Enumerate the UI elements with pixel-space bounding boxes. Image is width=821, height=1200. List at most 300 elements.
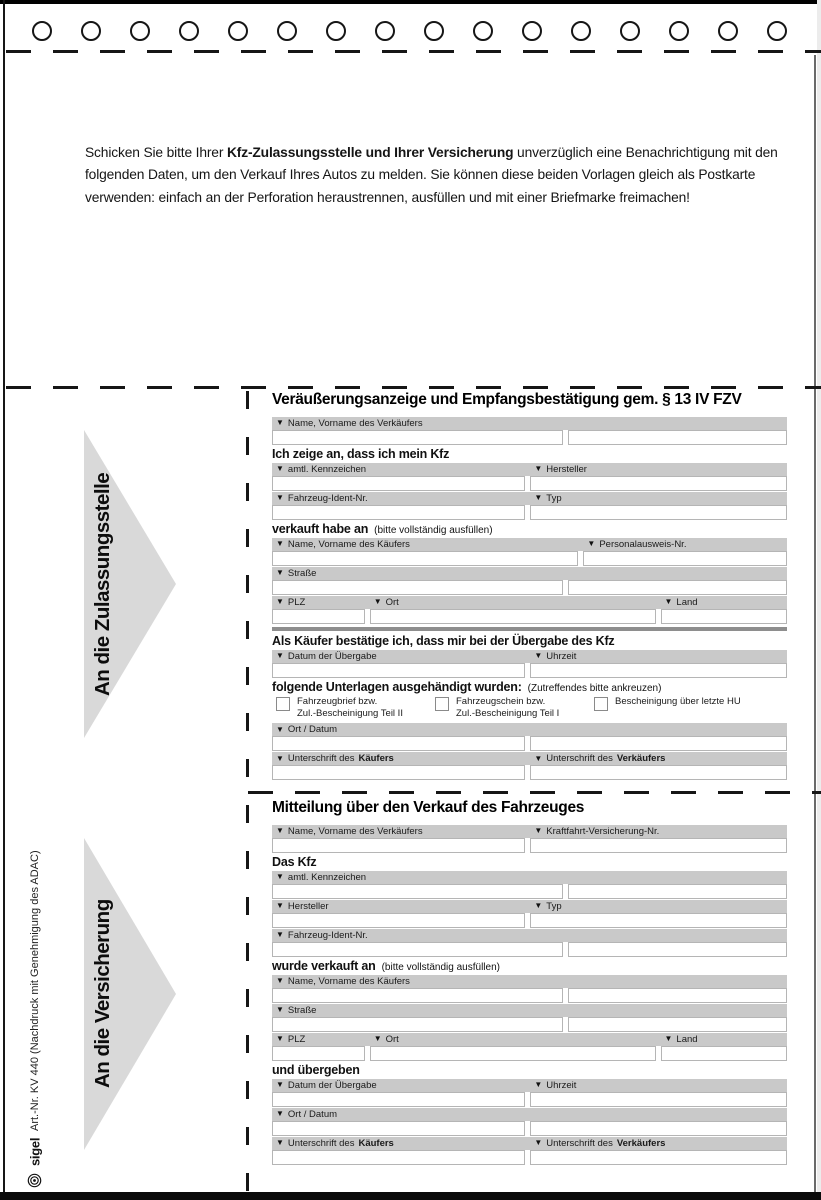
field-label bbox=[530, 1079, 787, 1092]
input-typ[interactable] bbox=[530, 913, 787, 928]
field-label-text: Unterschrift des bbox=[287, 753, 355, 765]
section-divider bbox=[272, 627, 787, 631]
field-label-text: Kraftfahrt-Versicherung-Nr. bbox=[546, 825, 660, 837]
field-cell bbox=[272, 825, 525, 853]
field-label bbox=[530, 1108, 787, 1121]
field-marker-icon: ▼ bbox=[373, 1034, 382, 1044]
arrow-label-versicherung: An die Versicherung bbox=[91, 899, 114, 1089]
field-label-text: PLZ bbox=[287, 596, 306, 608]
input-name-vorname-des-verk-ufers[interactable] bbox=[272, 430, 563, 445]
checkbox-label bbox=[297, 696, 403, 721]
section-heading-note: (Zutreffendes bitte ankreuzen) bbox=[527, 682, 662, 694]
field-marker-icon: ▼ bbox=[534, 1138, 543, 1148]
field-label-text: Name, Vorname des Verkäufers bbox=[287, 417, 423, 429]
field-marker-icon: ▼ bbox=[534, 901, 543, 911]
field-cell bbox=[530, 1079, 787, 1107]
field-cell bbox=[530, 492, 787, 520]
field-label-text: Datum der Übergabe bbox=[287, 650, 377, 662]
punch-hole bbox=[326, 21, 346, 41]
field-cell bbox=[568, 1004, 787, 1032]
input-name-vorname-des-k-ufers[interactable] bbox=[272, 988, 563, 1003]
field-label-text: Typ bbox=[546, 492, 562, 504]
punch-hole bbox=[130, 21, 150, 41]
field-row-datum-der-bergabe bbox=[272, 1079, 787, 1107]
field-label bbox=[530, 463, 787, 476]
field-marker-icon: ▼ bbox=[276, 418, 284, 428]
field-label bbox=[568, 871, 787, 884]
field-label bbox=[568, 929, 787, 942]
intro-text: Schicken Sie bitte Ihrer bbox=[85, 145, 227, 160]
field-marker-icon: ▼ bbox=[534, 753, 543, 763]
field-label bbox=[661, 596, 788, 609]
field-marker-icon: ▼ bbox=[276, 651, 284, 661]
field-cells bbox=[272, 752, 787, 780]
punch-hole bbox=[473, 21, 493, 41]
field-cell bbox=[272, 900, 525, 928]
field-label bbox=[583, 538, 787, 551]
field-cell bbox=[661, 596, 788, 624]
field-marker-icon: ▼ bbox=[276, 464, 284, 474]
field-marker-icon: ▼ bbox=[534, 826, 543, 836]
perforation-line-lower bbox=[248, 791, 821, 794]
field-label bbox=[530, 492, 787, 505]
field-label-text: Unterschrift des bbox=[546, 1137, 613, 1149]
field-label-text: Name, Vorname des Käufers bbox=[287, 975, 410, 987]
field-cell bbox=[272, 567, 563, 595]
field-label bbox=[272, 1033, 365, 1046]
input-hersteller[interactable] bbox=[530, 476, 787, 491]
field-marker-icon: ▼ bbox=[664, 1034, 673, 1044]
field-label-text-bold: Verkäufers bbox=[616, 753, 666, 765]
field-label bbox=[272, 417, 563, 430]
field-label bbox=[272, 1137, 525, 1150]
field-cells bbox=[272, 596, 787, 624]
input-name-vorname-des-k-ufers[interactable] bbox=[272, 551, 578, 566]
field-label-text: Name, Vorname des Verkäufers bbox=[287, 825, 423, 837]
field-cell bbox=[568, 871, 787, 899]
field-cells bbox=[272, 1004, 787, 1032]
field-marker-icon: ▼ bbox=[276, 1034, 284, 1044]
section-heading-note: (bitte vollständig ausfüllen) bbox=[374, 524, 493, 536]
punch-hole bbox=[767, 21, 787, 41]
input-hersteller[interactable] bbox=[272, 913, 525, 928]
section-heading-text: Als Käufer bestätige ich, dass mir bei der Übergabe des Kfz bbox=[272, 633, 615, 648]
checkbox-label bbox=[456, 696, 559, 721]
field-label-text: Fahrzeug-Ident-Nr. bbox=[287, 492, 368, 504]
intro-text: unverzüglich eine Benachrichtigung mit den folgenden Daten, um den Verkauf Ihres Autos zu melden. Sie können diese beiden Vorlagen gleich als Postkarte verwenden: einfach an der Perforation heraustrennen, ausfüllen und mit einer Briefmarke freimachen! bbox=[85, 145, 778, 205]
field-cells bbox=[272, 567, 787, 595]
punch-hole bbox=[81, 21, 101, 41]
perforation-line-middle bbox=[6, 386, 821, 389]
input-blank[interactable] bbox=[568, 884, 787, 899]
field-row-unterschrift-des bbox=[272, 752, 787, 780]
field-cells bbox=[272, 825, 787, 853]
input-ort-datum[interactable] bbox=[272, 1121, 525, 1136]
field-cells bbox=[272, 1033, 787, 1061]
field-row-fahrzeug-ident-nr bbox=[272, 492, 787, 520]
field-row-stra-e bbox=[272, 567, 787, 595]
punch-hole bbox=[228, 21, 248, 41]
input-kraftfahrt-versicherung-nr[interactable] bbox=[530, 838, 787, 853]
section-heading-text: Ich zeige an, dass ich mein Kfz bbox=[272, 446, 450, 461]
field-cells bbox=[272, 900, 787, 928]
input-unterschrift-des[interactable] bbox=[272, 1150, 525, 1165]
field-marker-icon: ▼ bbox=[534, 464, 543, 474]
section-heading bbox=[272, 522, 787, 537]
field-label bbox=[272, 1079, 525, 1092]
punch-hole bbox=[424, 21, 444, 41]
field-cell bbox=[272, 650, 525, 678]
input-unterschrift-des[interactable] bbox=[530, 1150, 787, 1165]
field-label bbox=[370, 596, 656, 609]
punch-hole bbox=[571, 21, 591, 41]
field-cell bbox=[272, 871, 563, 899]
input-uhrzeit[interactable] bbox=[530, 663, 787, 678]
field-cell bbox=[661, 1033, 788, 1061]
field-cells bbox=[272, 929, 787, 957]
field-label bbox=[272, 492, 525, 505]
field-cell bbox=[568, 567, 787, 595]
field-cells bbox=[272, 492, 787, 520]
card-title: Veräußerungsanzeige und Empfangsbestätigung gem. § 13 IV FZV bbox=[272, 391, 742, 408]
field-label bbox=[272, 975, 563, 988]
field-label bbox=[272, 929, 563, 942]
field-row-name-vorname-des-k-ufers bbox=[272, 538, 787, 566]
field-label bbox=[568, 417, 787, 430]
field-marker-icon: ▼ bbox=[373, 597, 382, 607]
page-right-edge bbox=[817, 0, 821, 1200]
section-heading bbox=[272, 634, 787, 649]
field-label bbox=[568, 567, 787, 580]
checkbox[interactable] bbox=[276, 697, 290, 711]
field-label-text: Land bbox=[676, 596, 698, 608]
field-cells bbox=[272, 463, 787, 491]
field-row-hersteller bbox=[272, 900, 787, 928]
page-right-border bbox=[814, 55, 816, 1192]
field-label-text: amtl. Kennzeichen bbox=[287, 871, 367, 883]
field-cell bbox=[272, 492, 525, 520]
field-row-fahrzeug-ident-nr bbox=[272, 929, 787, 957]
punch-hole bbox=[522, 21, 542, 41]
field-cells bbox=[272, 538, 787, 566]
intro-paragraph bbox=[85, 142, 793, 209]
arrow-versicherung bbox=[84, 838, 176, 1150]
field-cell bbox=[583, 538, 787, 566]
section-heading-note: (bitte vollständig ausfüllen) bbox=[381, 961, 500, 973]
field-cell bbox=[272, 1108, 525, 1136]
input-stra-e[interactable] bbox=[272, 580, 563, 595]
field-label bbox=[272, 900, 525, 913]
input-unterschrift-des[interactable] bbox=[530, 765, 787, 780]
field-label-text-bold: Käufers bbox=[358, 753, 394, 765]
checkbox-label-line: Fahrzeugbrief bzw. bbox=[297, 695, 378, 707]
section-heading bbox=[272, 680, 787, 695]
field-marker-icon: ▼ bbox=[587, 539, 596, 549]
field-label bbox=[530, 650, 787, 663]
section-heading bbox=[272, 959, 787, 974]
side-footer bbox=[24, 826, 46, 1188]
checkbox-label-line: Zul.-Bescheinigung Teil II bbox=[297, 707, 403, 719]
field-marker-icon: ▼ bbox=[276, 930, 284, 940]
checkbox-label bbox=[615, 696, 741, 721]
field-label-text-bold: Verkäufers bbox=[616, 1137, 666, 1149]
field-label bbox=[272, 463, 525, 476]
field-cell bbox=[272, 975, 563, 1003]
input-blank[interactable] bbox=[568, 430, 787, 445]
input-name-vorname-des-verk-ufers[interactable] bbox=[272, 838, 525, 853]
field-marker-icon: ▼ bbox=[276, 539, 284, 549]
field-row-datum-der-bergabe bbox=[272, 650, 787, 678]
field-label bbox=[530, 723, 787, 736]
input-stra-e[interactable] bbox=[272, 1017, 563, 1032]
intro-text-bold: Kfz-Zulassungsstelle und Ihrer Versicherung bbox=[226, 145, 514, 160]
field-label bbox=[370, 1033, 656, 1046]
field-cell bbox=[272, 596, 365, 624]
field-cell bbox=[370, 1033, 656, 1061]
section-heading-text: folgende Unterlagen ausgehändigt wurden: bbox=[272, 679, 522, 694]
input-personalausweis-nr[interactable] bbox=[583, 551, 787, 566]
field-cell bbox=[530, 900, 787, 928]
zulassungsstelle-card bbox=[272, 391, 787, 781]
field-cell bbox=[568, 417, 787, 445]
punch-hole bbox=[620, 21, 640, 41]
field-row-plz bbox=[272, 1033, 787, 1061]
field-label bbox=[272, 825, 525, 838]
field-cell bbox=[530, 723, 787, 751]
field-label-text: Datum der Übergabe bbox=[287, 1079, 377, 1091]
input-ort[interactable] bbox=[370, 1046, 656, 1061]
input-datum-der-bergabe[interactable] bbox=[272, 1092, 525, 1107]
field-label bbox=[530, 825, 787, 838]
arrow-zulassungsstelle bbox=[84, 430, 176, 738]
field-row-ort-datum bbox=[272, 1108, 787, 1136]
field-cell bbox=[272, 463, 525, 491]
field-marker-icon: ▼ bbox=[276, 1138, 284, 1148]
field-row-unterschrift-des bbox=[272, 1137, 787, 1165]
input-typ[interactable] bbox=[530, 505, 787, 520]
field-label-text: Land bbox=[676, 1033, 698, 1045]
field-cell bbox=[530, 752, 787, 780]
field-label bbox=[530, 752, 787, 765]
checkbox-item-fahrzeugschein-bzw bbox=[435, 696, 594, 721]
checkbox-item-fahrzeugbrief-bzw bbox=[276, 696, 435, 721]
field-row-name-vorname-des-verk-ufers bbox=[272, 825, 787, 853]
field-label-text: PLZ bbox=[287, 1033, 306, 1045]
perforation-line-vertical bbox=[246, 391, 249, 1192]
field-label bbox=[530, 1137, 787, 1150]
card-title: Mitteilung über den Verkauf des Fahrzeuges bbox=[272, 799, 585, 816]
field-cell bbox=[272, 538, 578, 566]
field-label-text: Typ bbox=[546, 900, 562, 912]
field-label bbox=[272, 596, 365, 609]
section-heading-text: und übergeben bbox=[272, 1062, 360, 1077]
section-heading-text: verkauft habe an bbox=[272, 521, 369, 536]
input-unterschrift-des[interactable] bbox=[272, 765, 525, 780]
field-marker-icon: ▼ bbox=[276, 872, 284, 882]
field-marker-icon: ▼ bbox=[276, 753, 284, 763]
checkbox-label-line: Bescheinigung über letzte HU bbox=[615, 695, 741, 707]
punch-hole bbox=[669, 21, 689, 41]
input-ort-datum[interactable] bbox=[272, 736, 525, 751]
field-cell bbox=[530, 650, 787, 678]
field-label-text-bold: Käufers bbox=[358, 1137, 394, 1149]
input-blank[interactable] bbox=[568, 1017, 787, 1032]
article-number-text: Art.-Nr. KV 440 (Nachdruck mit Genehmigung des ADAC) bbox=[29, 850, 41, 1131]
field-label-text: Ort / Datum bbox=[287, 724, 338, 736]
arrow-label-zulassungsstelle: An die Zulassungsstelle bbox=[91, 472, 114, 696]
brand-name: sigel bbox=[27, 1137, 43, 1166]
checkbox-label-line: Fahrzeugschein bzw. bbox=[456, 695, 546, 707]
field-cell bbox=[272, 929, 563, 957]
checkbox-label-line: Zul.-Bescheinigung Teil I bbox=[456, 707, 560, 719]
field-row-ort-datum bbox=[272, 723, 787, 751]
field-marker-icon: ▼ bbox=[534, 1080, 543, 1090]
field-marker-icon: ▼ bbox=[276, 901, 284, 911]
field-cells bbox=[272, 417, 787, 445]
punch-hole bbox=[375, 21, 395, 41]
field-marker-icon: ▼ bbox=[276, 493, 284, 503]
field-marker-icon: ▼ bbox=[664, 597, 673, 607]
field-cell bbox=[272, 1137, 525, 1165]
field-marker-icon: ▼ bbox=[276, 568, 284, 578]
field-label-text: Hersteller bbox=[546, 463, 587, 475]
section-heading bbox=[272, 855, 787, 870]
field-label-text: Personalausweis-Nr. bbox=[599, 538, 687, 550]
field-cell bbox=[272, 1079, 525, 1107]
field-marker-icon: ▼ bbox=[276, 724, 284, 734]
field-cells bbox=[272, 1079, 787, 1107]
field-cells bbox=[272, 650, 787, 678]
field-cell bbox=[530, 463, 787, 491]
page-bottom-bar bbox=[0, 1192, 821, 1200]
field-label-text: Straße bbox=[287, 1004, 317, 1016]
versicherung-card bbox=[272, 799, 787, 1166]
punch-hole bbox=[277, 21, 297, 41]
sigel-logo-icon bbox=[28, 1173, 43, 1188]
input-amtl-kennzeichen[interactable] bbox=[272, 476, 525, 491]
field-marker-icon: ▼ bbox=[276, 1005, 284, 1015]
field-marker-icon: ▼ bbox=[276, 1080, 284, 1090]
page-left-border bbox=[3, 0, 5, 1200]
field-cells bbox=[272, 975, 787, 1003]
field-marker-icon: ▼ bbox=[276, 976, 284, 986]
field-label bbox=[568, 1004, 787, 1017]
field-label-text: Straße bbox=[287, 567, 317, 579]
input-fahrzeug-ident-nr[interactable] bbox=[272, 942, 563, 957]
input-uhrzeit[interactable] bbox=[530, 1092, 787, 1107]
input-land[interactable] bbox=[661, 1046, 788, 1061]
field-label bbox=[530, 900, 787, 913]
field-label bbox=[272, 871, 563, 884]
field-cell bbox=[272, 723, 525, 751]
field-cell bbox=[530, 1137, 787, 1165]
field-cell bbox=[568, 929, 787, 957]
field-cells bbox=[272, 1108, 787, 1136]
input-blank[interactable] bbox=[568, 942, 787, 957]
checkbox[interactable] bbox=[435, 697, 449, 711]
checkbox[interactable] bbox=[594, 697, 608, 711]
field-label-text: Unterschrift des bbox=[546, 753, 613, 765]
field-cell bbox=[530, 1108, 787, 1136]
field-label-text: Ort bbox=[385, 1033, 399, 1045]
field-marker-icon: ▼ bbox=[276, 597, 284, 607]
input-plz[interactable] bbox=[272, 1046, 365, 1061]
field-label-text: amtl. Kennzeichen bbox=[287, 463, 367, 475]
punch-hole bbox=[32, 21, 52, 41]
field-cell bbox=[370, 596, 656, 624]
field-marker-icon: ▼ bbox=[276, 826, 284, 836]
perforation-line-top bbox=[6, 50, 821, 53]
punch-hole bbox=[718, 21, 738, 41]
section-heading bbox=[272, 1063, 787, 1078]
field-label-text: Ort / Datum bbox=[287, 1108, 338, 1120]
input-blank[interactable] bbox=[568, 580, 787, 595]
field-cell bbox=[568, 975, 787, 1003]
field-label-text: Fahrzeug-Ident-Nr. bbox=[287, 929, 368, 941]
section-heading-text: Das Kfz bbox=[272, 854, 317, 869]
field-row-plz bbox=[272, 596, 787, 624]
field-label bbox=[272, 538, 578, 551]
field-cell bbox=[272, 417, 563, 445]
field-cell bbox=[272, 1004, 563, 1032]
input-datum-der-bergabe[interactable] bbox=[272, 663, 525, 678]
field-label bbox=[272, 567, 563, 580]
field-row-stra-e bbox=[272, 1004, 787, 1032]
field-cells bbox=[272, 1137, 787, 1165]
page-top-border bbox=[0, 0, 821, 4]
field-label-text: Ort bbox=[385, 596, 399, 608]
field-cells bbox=[272, 723, 787, 751]
field-marker-icon: ▼ bbox=[534, 493, 543, 503]
field-row-amtl-kennzeichen bbox=[272, 463, 787, 491]
input-ort[interactable] bbox=[370, 609, 656, 624]
field-label bbox=[272, 752, 525, 765]
input-fahrzeug-ident-nr[interactable] bbox=[272, 505, 525, 520]
checkbox-item-bescheinigung-ber-letzte-hu bbox=[594, 696, 787, 721]
input-blank[interactable] bbox=[530, 1121, 787, 1136]
field-row-amtl-kennzeichen bbox=[272, 871, 787, 899]
checkbox-row bbox=[276, 696, 787, 721]
field-label bbox=[661, 1033, 788, 1046]
punch-hole bbox=[179, 21, 199, 41]
input-blank[interactable] bbox=[568, 988, 787, 1003]
field-label-text: Unterschrift des bbox=[287, 1137, 355, 1149]
field-label-text: Name, Vorname des Käufers bbox=[287, 538, 410, 550]
field-label-text: Uhrzeit bbox=[546, 650, 577, 662]
field-label bbox=[272, 723, 525, 736]
field-label bbox=[272, 1004, 563, 1017]
input-land[interactable] bbox=[661, 609, 788, 624]
field-row-name-vorname-des-verk-ufers bbox=[272, 417, 787, 445]
field-label-text: Hersteller bbox=[287, 900, 329, 912]
section-heading bbox=[272, 447, 787, 462]
section-heading-text: wurde verkauft an bbox=[272, 958, 376, 973]
field-cell bbox=[272, 1033, 365, 1061]
input-amtl-kennzeichen[interactable] bbox=[272, 884, 563, 899]
field-label bbox=[272, 650, 525, 663]
field-label-text: Uhrzeit bbox=[546, 1079, 577, 1091]
field-cells bbox=[272, 871, 787, 899]
field-cell bbox=[530, 825, 787, 853]
field-marker-icon: ▼ bbox=[276, 1109, 284, 1119]
field-label bbox=[272, 1108, 525, 1121]
field-cell bbox=[272, 752, 525, 780]
field-row-name-vorname-des-k-ufers bbox=[272, 975, 787, 1003]
input-plz[interactable] bbox=[272, 609, 365, 624]
field-marker-icon: ▼ bbox=[534, 651, 543, 661]
field-label bbox=[568, 975, 787, 988]
input-blank[interactable] bbox=[530, 736, 787, 751]
